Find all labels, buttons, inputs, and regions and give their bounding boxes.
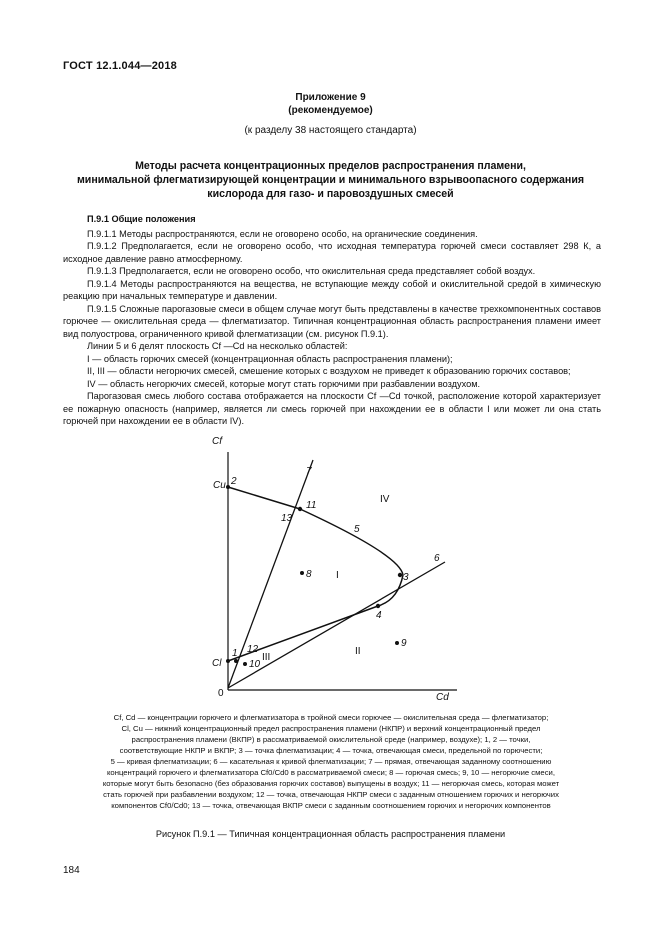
- region-iv: IV: [380, 494, 390, 505]
- point-10: [243, 662, 247, 666]
- paragraph: П.9.1.4 Методы распространяются на вещества, не вступающие между собой и окислительной средой в химическую реакцию при начальных температуре и давлении.: [63, 278, 601, 301]
- origin-label: 0: [218, 688, 224, 699]
- appendix-title: Приложение 9: [295, 92, 366, 103]
- point-8: [300, 571, 304, 575]
- x-axis-label: Cd: [436, 692, 449, 703]
- legend-line: Cl, Cu — нижний концентрационный предел распространения пламени (НКПР) и верхний концентрационный предел: [121, 724, 541, 733]
- legend-line: стать горючей при разбавлении воздухом; 12 — точка, отвечающая НКПР смеси с заданным отношением горючих и негорючих: [103, 790, 559, 799]
- main-title-line: минимальной флегматизирующей концентрации и минимального взрывоопасного содержания: [76, 174, 585, 186]
- appendix-status: (рекомендуемое): [288, 105, 373, 116]
- appendix-reference: (к разделу 38 настоящего стандарта): [244, 125, 417, 136]
- main-title-line: Методы расчета концентрационных пределов распространения пламени,: [135, 160, 526, 172]
- page-number: 184: [63, 865, 80, 876]
- figure-legend: [68, 712, 594, 811]
- label-9: 9: [401, 638, 407, 649]
- paragraph: II, III — области негорючих смесей, смешение которых с воздухом не приведет к образованию горючих составов;: [87, 366, 571, 376]
- paragraph: П.9.1.2 Предполагается, если не оговорено особо, что исходная температура горючей смеси составляет 298 К, а исходное давление равно атмосферному.: [63, 241, 601, 264]
- legend-line: концентраций горючего и флегматизатора Cf0/Cd0 в рассматриваемой смеси; 8 — горючая смесь; 9, 10 — негорючие смеси,: [106, 768, 555, 777]
- legend-line: компонентов Cf0/Cd0; 13 — точка, отвечающая ВКПР смеси с заданным соотношением горючих и негорючих компонентов: [111, 801, 551, 810]
- region-ii: II: [355, 646, 361, 657]
- label-11: 11: [306, 500, 317, 511]
- point-1: [226, 659, 230, 663]
- legend-line: 5 — кривая флегматизации; 6 — касательная к кривой флегматизации; 7 — прямая, отвечающая заданному соотношению: [110, 757, 552, 766]
- label-1: 1: [232, 648, 238, 659]
- label-13: 13: [281, 513, 293, 524]
- label-7: 7: [306, 466, 312, 477]
- paragraph: Линии 5 и 6 делят плоскость Cf —Cd на несколько областей:: [87, 341, 348, 351]
- point-2: [226, 485, 230, 489]
- ratio-line: [228, 460, 313, 688]
- label-8: 8: [306, 569, 312, 580]
- section-heading: П.9.1 Общие положения: [87, 214, 196, 224]
- legend-line: Cf, Cd — концентрации горючего и флегматизатора в тройной смеси горючее — окислительная среда — флегматизатор;: [113, 713, 549, 722]
- main-title-line: кислорода для газо- и паровоздушных смесей: [207, 188, 454, 200]
- paragraph: П.9.1.5 Сложные парогазовые смеси в общем случае могут быть представлены в качестве трехкомпонентных составов горючее — окислительная среда — флегматизатор. Типичная концентрационная область распространения пламени имеет вид полуострова, ограниченного кривой флегматизации (см. рисунок П.9.1).: [63, 303, 601, 339]
- region-i: I: [336, 570, 339, 581]
- flegmatization-curve: [228, 487, 403, 661]
- cu-label: Cu: [213, 480, 226, 491]
- figure-title: Рисунок П.9.1 — Типичная концентрационная область распространения пламени: [155, 829, 506, 839]
- paragraph: IV — область негорючих смесей, которые могут стать горючими при разбавлении воздухом.: [87, 378, 481, 389]
- point-12: [234, 659, 238, 663]
- label-3: 3: [403, 572, 409, 583]
- point-11: [298, 507, 302, 511]
- legend-line: которые могут быть безопасно (без образования горючих составов) выпущены в воздух; 11 — негорючая смесь, которая может: [102, 779, 560, 788]
- label-10: 10: [249, 659, 261, 670]
- legend-line: соответствующие НКПР и ВКПР; 3 — точка флегматизации; 4 — точка, отвечающая смеси, предельной по горючести;: [119, 746, 543, 755]
- document-code: ГОСТ 12.1.044—2018: [63, 60, 177, 72]
- paragraph: Парогазовая смесь любого состава отображается на плоскости Cf —Cd точкой, расположение которой характеризует ее пожарную опасность (например, является ли смесь горючей при нахождении ее в области I или может ли она стать горючей при нахождении ее в области IV).: [63, 391, 601, 426]
- label-12: 12: [247, 644, 259, 655]
- cl-label: Cl: [212, 658, 222, 669]
- paragraph: П.9.1.3 Предполагается, если не оговорено особо, что окислительная среда представляет собой воздух.: [87, 266, 536, 276]
- label-4: 4: [376, 610, 382, 621]
- label-2: 2: [231, 476, 237, 487]
- label-6: 6: [434, 553, 440, 564]
- label-5: 5: [354, 524, 360, 535]
- y-axis-label: Cf: [212, 436, 222, 447]
- paragraph: I — область горючих смесей (концентрационная область распространения пламени);: [87, 353, 453, 364]
- point-9: [395, 641, 399, 645]
- legend-line: распространения пламени (ВКПР) в рассматриваемой окислительной среде (например, воздухе); 1, 2 — точки,: [131, 735, 531, 744]
- region-iii: III: [262, 652, 271, 663]
- paragraph: П.9.1.1 Методы распространяются, если не оговорено особо, на органические соединения.: [87, 228, 478, 239]
- point-4: [376, 604, 380, 608]
- point-3: [398, 573, 402, 577]
